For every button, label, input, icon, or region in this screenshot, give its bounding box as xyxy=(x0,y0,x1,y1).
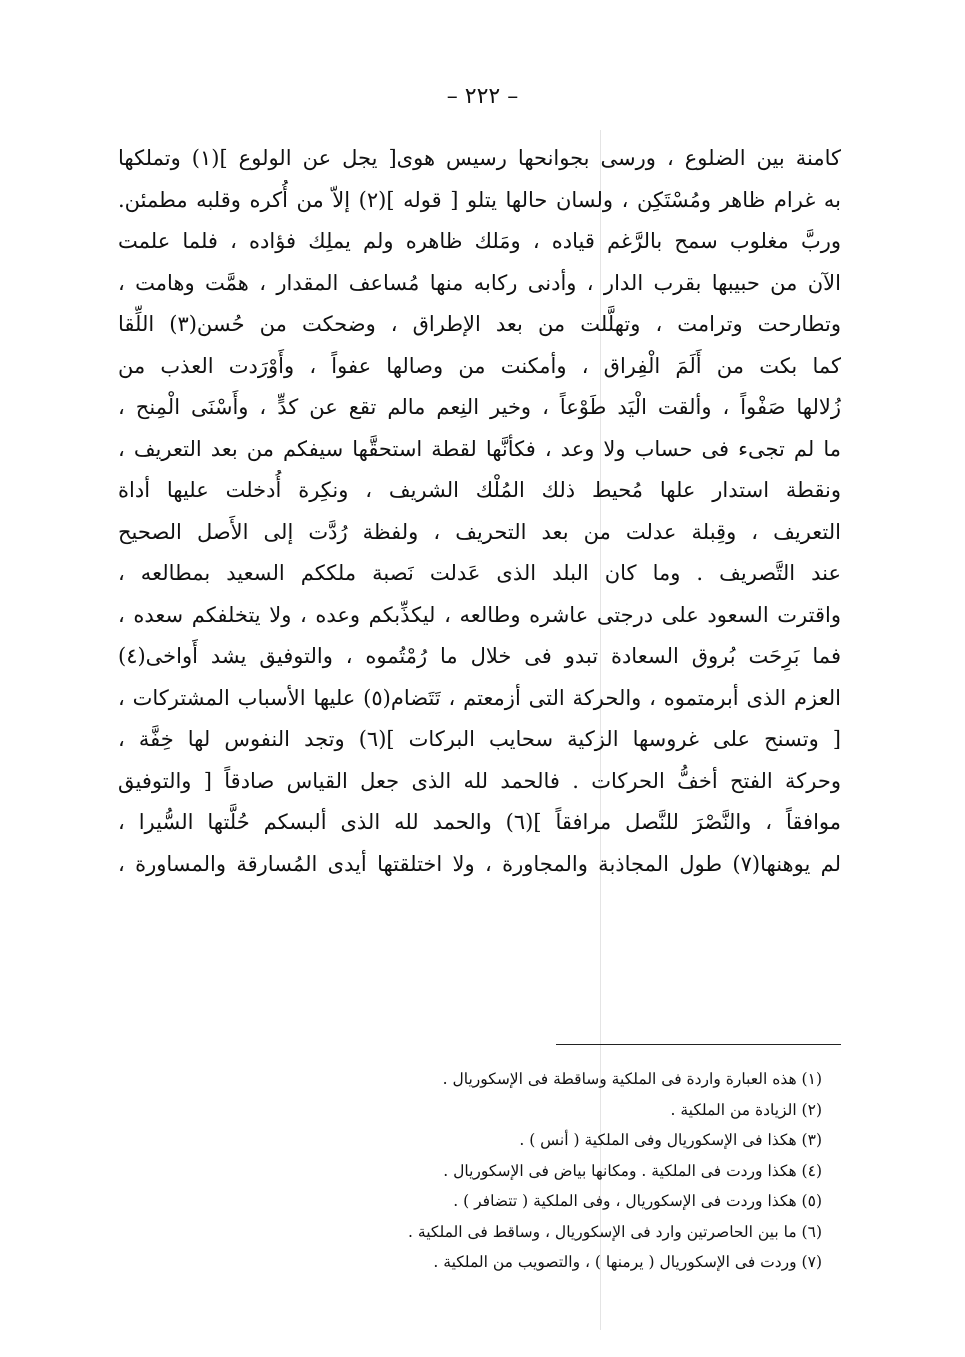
text-line: وحركة الفتح أخفُّ الحركات . فالحمد لله الذى جعل القياس صادقاً [ والتوفيق xyxy=(118,768,841,793)
footnote-item: (٧) وردت فى الإسكوريال ( يرمنها ) ، والتصويب من الملكية . xyxy=(433,1253,822,1271)
text-line: عند التَّصريف . وما كان البلد الذى عَدلت نَصبة ملككم السعيد بمطالعه ، xyxy=(118,561,841,585)
text-line: التعريف ، وقِبلة عدلت من بعد التحريف ، ولفظة رُدَّت إلى الأَصل الصحيح xyxy=(118,519,841,544)
text-line: وتطارحت وترامت ، وتهلَّلت من بعد الإطراق ، وضحكت من حُسن(٣) اللِّقا xyxy=(118,312,841,336)
text-line: كما بكت من أَلَمَ الْفِراق ، وأمكنت من وصالها عفواً ، وأَوْرَدت العذب من xyxy=(118,353,841,378)
text-line: العزم الذى أبرمتموه ، والحركة التى أزمعتم ، تَتَضام(٥) عليها الأسباب المشتركات ، xyxy=(118,685,841,710)
footnote-item: (٥) هكذا وردت فى الإسكوريال ، وفى الملكية ( تتضافر ) . xyxy=(453,1192,822,1210)
text-line: ونقطة استدار علها مُحيط ذلك المُلْك الشريف ، ونكِرة أُدخلت عليها أداة xyxy=(118,478,841,502)
footnote-item: (٣) هكذا فى الإسكوريال وفى الملكية ( أنس ) . xyxy=(519,1131,822,1149)
footnotes xyxy=(300,1064,822,1278)
text-line: لم يوهنها(٧) طول المجاذبة والمجاورة ، ولا اختلقتها أيدى المُسارقة والمساورة ، xyxy=(118,851,841,876)
text-line: كامنة بين الضلوع ، ورسى بجوانحها رسيس هوى[ يجل عن الولوع ](١) وتملكها xyxy=(118,146,841,170)
text-line: زُلالها صَفْواً ، وألقت الْيَد طَوْعاً ، وخير النِعم مالم تقع عن كدٍّ ، وأَسْنَى الْمِنح ، xyxy=(118,395,841,419)
footnote-item: (٢) الزيادة من الملكية . xyxy=(670,1100,822,1119)
page-number: – ٢٢٢ – xyxy=(446,84,519,109)
body-text xyxy=(118,138,841,885)
text-line: ما لم تجىء فى حساب ولا وعد ، فكأنَّها لقطة استحقَّها سيفكم من بعد التعريف ، xyxy=(118,436,841,461)
footnote-separator xyxy=(556,1044,841,1045)
footnote-item: (٤) هكذا وردت فى الملكية . ومكانها بياض فى الإسكوريال . xyxy=(443,1161,822,1180)
text-line: الآن من حبيبها بقرب الدار ، وأدنى ركابه منها مُساعف المقدار ، همَّت وهامت ، xyxy=(118,270,841,295)
footnote-item: (١) هذه العبارة واردة فى الملكية وساقطة فى الإسكوريال . xyxy=(442,1070,822,1088)
text-line: واقترت السعود على درجتى عاشره وطالعه ، ليكذِّبكم وعده ، ولا يتخلفكم سعده ، xyxy=(118,602,841,627)
text-line: موافقاً ، والنَّصْرَ للنَّصل مرافقاً ](٦) والحمد لله الذى ألبسكم حُلَّتها السُّيرا ، xyxy=(118,810,841,834)
text-line: [ وتسنح على غروسها الزكية سحايب البركات ](٦) وتجد النفوس لها خِفَّة ، xyxy=(118,727,841,751)
text-line: به غرام ظاهر ومُسْتَكِن ، ولسان حالها يتلو [ قوله ](٢) إلاّ من أُكره وقلبه مطمئن. xyxy=(118,187,841,212)
text-line: فما بَرِحَت بُروق السعادة تبدو فى خلال ما رُمْتُموه ، والتوفيق يشد أَواخى(٤) xyxy=(118,644,841,668)
text-line: وربَّ مغلوب سمح بالرَّغم قياده ، ومَلك ظاهره ولم يملِك فؤاده ، فلما علمت xyxy=(118,229,841,253)
footnote-item: (٦) ما بين الحاصرتين وارد فى الإسكوريال ، وساقط فى الملكية . xyxy=(408,1222,822,1241)
